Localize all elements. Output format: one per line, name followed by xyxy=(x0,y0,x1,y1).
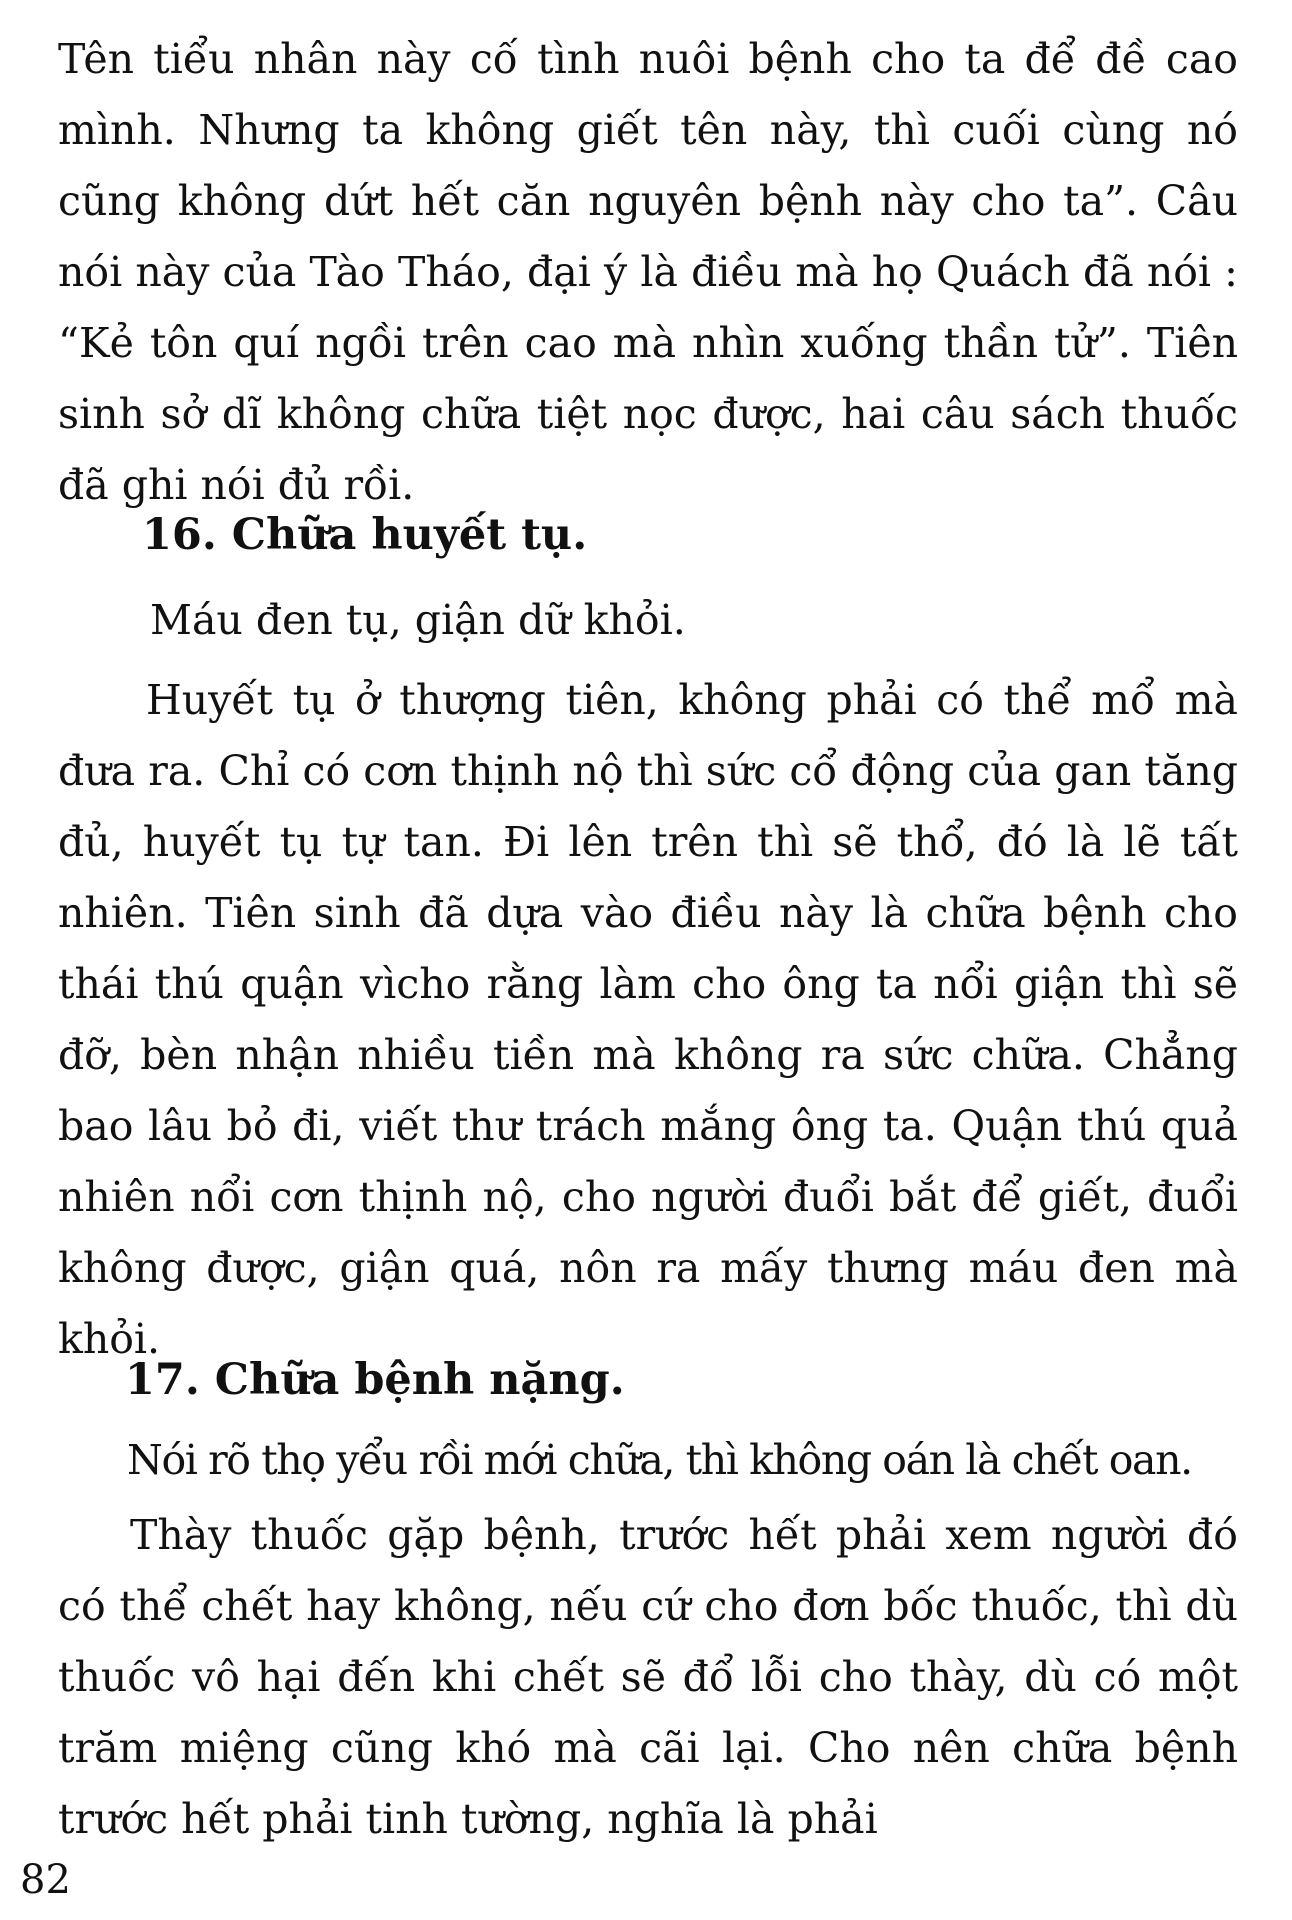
section-16-heading: 16. Chữa huyết tụ. xyxy=(142,510,588,560)
section-17-paragraph: Thày thuốc gặp bệnh, trước hết phải xem người đó có thể chết hay không, nếu cứ cho đơn bốc thuốc, thì dù thuốc vô hại đến khi chết sẽ đổ lỗi cho thày, dù có một trăm miệng cũng khó mà cãi lại. Cho nên chữa bệnh trước hết phải tinh tường, nghĩa là phải xyxy=(58,1511,1238,1843)
paragraph-continuation: Tên tiểu nhân này cố tình nuôi bệnh cho ta để đề cao mình. Nhưng ta không giết tên này, thì cuối cùng nó cũng không dứt hết căn nguyên bệnh này cho ta”. Câu nói này của Tào Tháo, đại ý là điều mà họ Quách đã nói : “Kẻ tôn quí ngồi trên cao mà nhìn xuống thần tử”. Tiên sinh sở dĩ không chữa tiệt nọc được, hai câu sách thuốc đã ghi nói đủ rồi. xyxy=(58,35,1238,509)
section-17-heading: 17. Chữa bệnh nặng. xyxy=(125,1355,625,1405)
section-16-paragraph: Huyết tụ ở thượng tiên, không phải có thể mổ mà đưa ra. Chỉ có cơn thịnh nộ thì sức cổ động của gan tăng đủ, huyết tụ tự tan. Đi lên trên thì sẽ thổ, đó là lẽ tất nhiên. Tiên sinh đã dựa vào điều này là chữa bệnh cho thái thú quận vìcho rằng làm cho ông ta nổi giận thì sẽ đỡ, bèn nhận nhiều tiền mà không ra sức chữa. Chẳng bao lâu bỏ đi, viết thư trách mắng ông ta. Quận thú quả nhiên nổi cơn thịnh nộ, cho người đuổi bắt để giết, đuổi không được, giận quá, nôn ra mấy thưng máu đen mà khỏi. xyxy=(58,676,1238,1363)
section-16-quote: Máu đen tụ, giận dữ khỏi. xyxy=(150,596,686,644)
page-number: 82 xyxy=(20,1857,71,1903)
section-17-quote: Nói rõ thọ yểu rồi mới chữa, thì không oán là chết oan. xyxy=(127,1436,1192,1484)
